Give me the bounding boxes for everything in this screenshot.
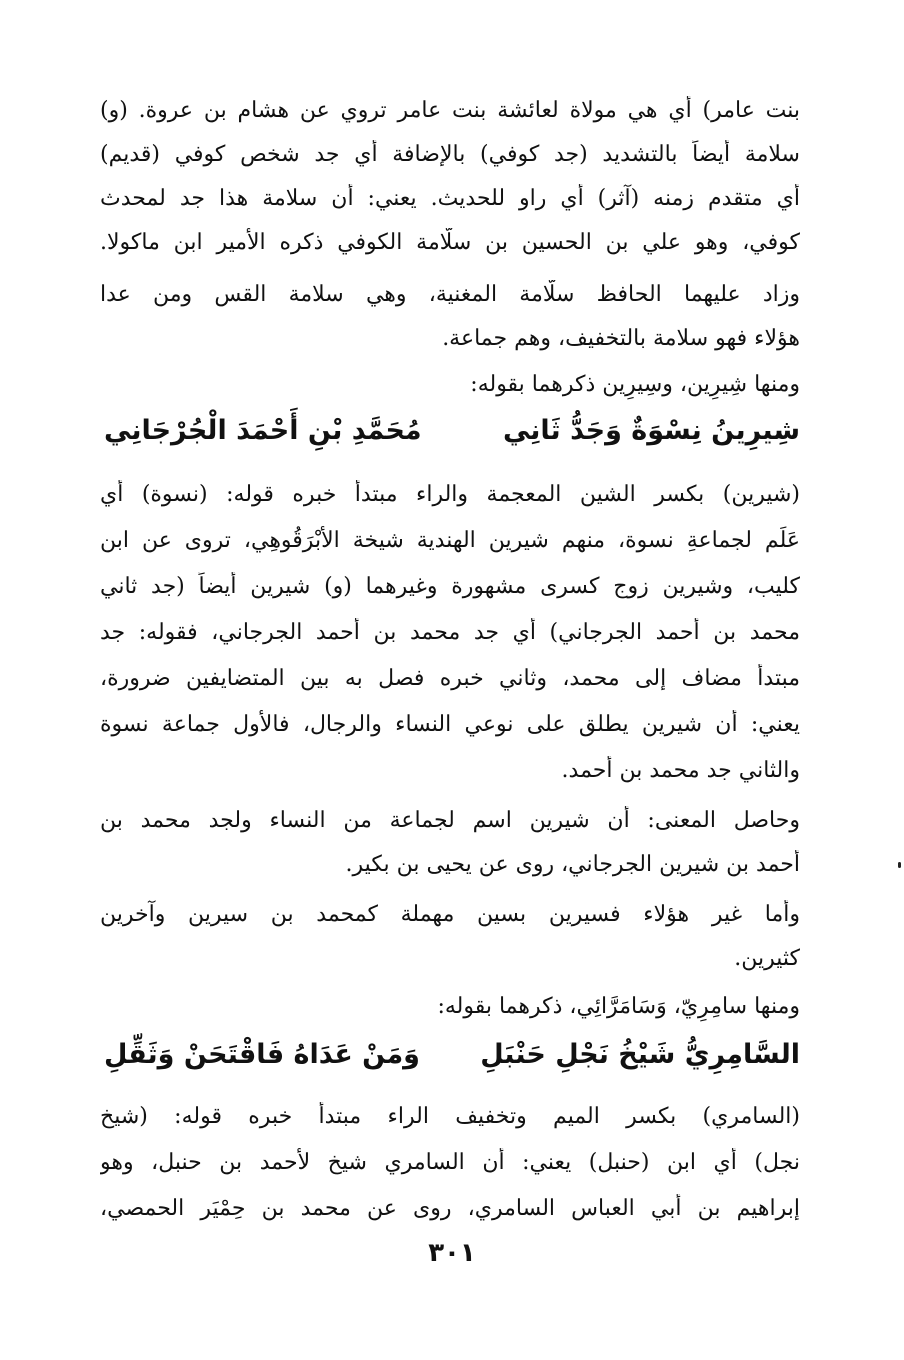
text-line: وزاد عليهما الحافظ سلّامة المغنية، وهي سلامة القس ومن عدا bbox=[100, 282, 800, 307]
verse-first-hemistich: السَّامِرِيُّ شَيْخُ نَجْلِ حَنْبَلِ bbox=[480, 1039, 800, 1070]
text-line: كثيرين. bbox=[734, 946, 800, 971]
poem-verse bbox=[104, 1032, 800, 1078]
verse-intro: ومنها شِيرِين، وسِيرِين ذكرهما بقوله: bbox=[470, 372, 800, 397]
text-line: أي متقدم زمنه (آثر) أي راو للحديث. يعني: أن سلامة هذا جد لمحدث bbox=[100, 186, 800, 211]
text-line: (شيرين) بكسر الشين المعجمة والراء مبتدأ خبره قوله: (نسوة) أي bbox=[100, 482, 800, 507]
verse-intro: ومنها سامِرِيّ، وَسَامَرَّائِي، ذكرهما بقوله: bbox=[437, 994, 800, 1019]
text-line: محمد بن أحمد الجرجاني) أي جد محمد بن أحمد الجرجاني، فقوله: جد bbox=[100, 620, 800, 645]
text-line: نجل) أي ابن (حنبل) يعني: أن السامري شيخ لأحمد بن حنبل، وهو bbox=[100, 1150, 800, 1175]
page-number: ٣٠١ bbox=[428, 1238, 476, 1268]
verse-second-hemistich: وَمَنْ عَدَاهُ فَاقْتَحَنْ وَثَقِّلِ bbox=[104, 1039, 420, 1070]
text-line: كوفي، وهو علي بن الحسين بن سلّامة الكوفي ذكره الأمير ابن ماكولا. bbox=[100, 230, 800, 255]
verse-first-hemistich: شِيرِينُ نِسْوَةٌ وَجَدُّ ثَانِي bbox=[502, 415, 800, 446]
poem-verse bbox=[104, 408, 800, 454]
text-line: هؤلاء فهو سلامة بالتخفيف، وهم جماعة. bbox=[442, 326, 800, 351]
verse-second-hemistich: مُحَمَّدِ بْنِ أَحْمَدَ الْجُرْجَانِي bbox=[104, 415, 422, 446]
text-line: كليب، وشيرين زوج كسرى مشهورة وغيرهما (و) شيرين أيضاً (جد ثاني bbox=[100, 574, 800, 599]
scan-speck bbox=[898, 862, 901, 868]
text-line: يعني: أن شيرين يطلق على نوعي النساء والرجال، فالأول جماعة نسوة bbox=[100, 712, 800, 737]
text-line: إبراهيم بن أبي العباس السامري، روى عن محمد بن حِمْيَر الحمصي، bbox=[100, 1196, 800, 1221]
text-line: سلامة أيضاً بالتشديد (جد كوفي) بالإضافة أي جد شخص كوفي (قديم) bbox=[100, 142, 800, 167]
text-line: وحاصل المعنى: أن شيرين اسم لجماعة من النساء ولجد محمد بن bbox=[100, 808, 800, 833]
text-line: وأما غير هؤلاء فسيرين بسين مهملة كمحمد بن سيرين وآخرين bbox=[100, 902, 800, 927]
text-line: والثاني جد محمد بن أحمد. bbox=[561, 758, 800, 783]
text-line: مبتدأ مضاف إلى محمد، وثاني خبره فصل به بين المتضايفين ضرورة، bbox=[100, 666, 800, 691]
text-line: بنت عامر) أي هي مولاة لعائشة بنت عامر تروي عن هشام بن عروة. (و) bbox=[100, 98, 800, 123]
text-line: (السامري) بكسر الميم وتخفيف الراء مبتدأ خبره قوله: (شيخ bbox=[100, 1104, 800, 1129]
text-line: أحمد بن شيرين الجرجاني، روى عن يحيى بن بكير. bbox=[345, 852, 800, 877]
text-line: عَلَم لجماعةِ نسوة، منهم شيرين الهندية شيخة الأَبْرَقُوهِي، تروى عن ابن bbox=[100, 528, 800, 553]
